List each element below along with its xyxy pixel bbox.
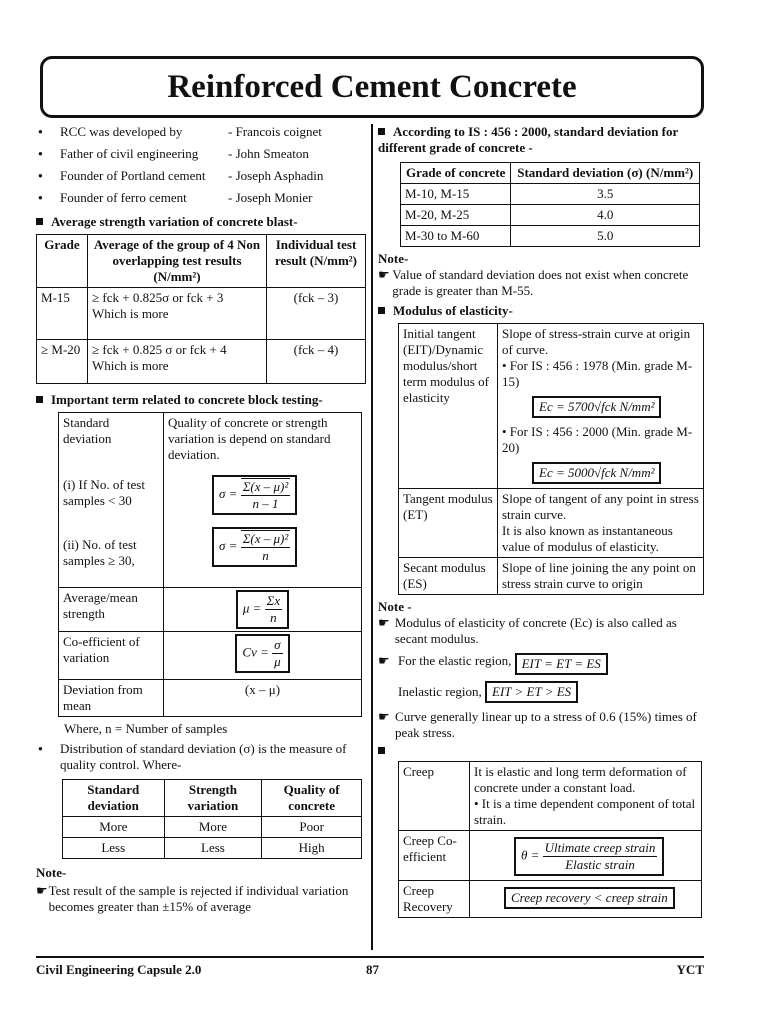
fact-item: ● Founder of ferro cement - Joseph Monier (36, 190, 366, 212)
elastic-formula: EIT = ET = ES (515, 653, 608, 675)
quality-table: Standard deviation Strength variation Quality of concrete More More Poor Less Less High (62, 779, 362, 859)
where-note: Where, n = Number of samples (64, 721, 228, 736)
left-column (36, 124, 366, 915)
note-item: ☛ Test result of the sample is rejected if individual variation becomes greater than ±15% of average (36, 883, 349, 914)
pointing-hand-icon: ☛ (36, 883, 48, 898)
creep-recovery-formula: Creep recovery < creep strain (504, 887, 675, 909)
sd-formula-2: σ = $\frac{\text{Σ(x – μ)²}}{n}$ (212, 527, 297, 567)
inelastic-line: Inelastic region, EIT > ET > ES (398, 681, 706, 703)
fact-item: ● RCC was developed by - Francois coignet (36, 124, 366, 146)
pointing-hand-icon: ☛ (378, 653, 390, 668)
fact-item: ● Father of civil engineering - John Smeaton (36, 146, 366, 168)
page-title: Reinforced Cement Concrete (40, 56, 704, 118)
modulus-heading: Modulus of elasticity- (378, 303, 706, 319)
ec-formula-1: Ec = 5700√fck N/mm² (532, 396, 661, 418)
note-item: ☛ Modulus of elasticity of concrete (Ec) is also called as secant modulus. (378, 615, 677, 646)
pointing-hand-icon: ☛ (378, 709, 390, 724)
cov-formula: Cv = $\frac{\sigma}{\mu}$ (235, 634, 289, 673)
is456-heading: According to IS : 456 : 2000, standard deviation for different grade of concrete - (378, 124, 679, 155)
avg-strength-heading: Average strength variation of concrete blast- (36, 214, 366, 230)
is456-table: Grade of concrete Standard deviation (σ) (N/mm²) M-10, M-15 3.5 M-20, M-25 4.0 M-30 to M-60 5.0 (400, 162, 700, 247)
right-column: According to IS : 456 : 2000, standard deviation for different grade of concrete - Grade of concrete Standard deviation (σ) (N/mm²) M-10, M-15 3.5 M-20, M-25 4.0 M-30 to M-60 5.0 Note- ☛ Value of standard deviation does not exist when concrete grade is greater than M-55. Modulus of elasticity- Initial tangent (EIT)/Dynamic modulus/short term modulus of elasticity Slope of stress-strain curve at origin of curve. • For IS : 456 : 1978 (Min. grade M-15) Ec = 5700√fck N/mm² • For IS : 456 : 2000 (Min. grade M-20) Ec = 5000√fck N/mm² Tangent modulus (ET) Slope of tangent of any point in stress strain curve. It is also known as instantaneous value of modulus of elasticity. Secant modulus (ES) Slope of line joining the any point on stress strain curve to origin Note - ☛ Modulus of elasticity of concrete (Ec) is also called as secant modulus. ☛ For the elastic region, EIT = ET = ES Inelastic region, EIT > ET > ES ☛ Curve generally linear up to a stress of 0.6 (15%) times of peak stress. Creep It is elastic and long term deformation of concrete under a constant load. • It is a time dependent component of total strain. Creep Co-efficient θ = $\frac{\text{Ultimate creep strain}}{\text{Elastic strain}}$ Creep Recovery Creep recovery < creep strain (378, 124, 706, 918)
page-number: 87 (366, 962, 379, 977)
inelastic-formula: EIT > ET > ES (485, 681, 578, 703)
pointing-hand-icon: ☛ (378, 615, 390, 630)
creep-table: Creep It is elastic and long term deformation of concrete under a constant load. • It is a time dependent component of total strain. Creep Co-efficient θ = $\frac{\text{Ultimate creep strain}}{\text{Elastic strain}}$ Creep Recovery Creep recovery < creep strain (398, 761, 702, 918)
note-label: Note- (36, 865, 67, 880)
sd-formula-1: σ = $\frac{\text{Σ(x – μ)²}}{n - 1}$ (212, 475, 297, 515)
ec-formula-2: Ec = 5000√fck N/mm² (532, 462, 661, 484)
pointing-hand-icon: ☛ (378, 267, 390, 282)
block-heading: Important term related to concrete block testing- (36, 392, 366, 408)
distribution-text: ● Distribution of standard deviation (σ) is the measure of quality control. Where- (36, 741, 366, 773)
avg-strength-table: Grade Average of the group of 4 Non overlapping test results (N/mm²) Individual test result (N/mm²) M-15 ≥ fck + 0.825σ or fck + 3 Which is more (fck – 3) ≥ M-20 ≥ fck + 0.825 σ or fck + 4 Which is more (fck – 4) (36, 234, 366, 384)
page-footer (36, 956, 704, 978)
creep-coefficient-formula: θ = $\frac{\text{Ultimate creep strain}}{\text{Elastic strain}}$ (514, 837, 664, 876)
footer-title: Civil Engineering Capsule 2.0 (36, 962, 202, 977)
note-item: ☛ Value of standard deviation does not exist when concrete grade is greater than M-55. (378, 267, 689, 298)
block-testing-table: Standard deviation (i) If No. of test samples < 30 (ii) No. of test samples ≥ 30, Quality of concrete or strength variation is depend on standard deviation. σ = $\frac{\text{Σ(x – μ)²}}{n - 1}$ σ = $\frac{\text{Σ(x – μ)²}}{n}$ Average/mean strength μ = $\frac{\Sigma x}{n}$ Co-efficient of variation Cv = $\frac{\sigma}{\mu}$ Deviation from mean (x – μ) (58, 412, 362, 717)
note-item: ☛ For the elastic region, EIT = ET = ES (378, 653, 706, 675)
bullet-square-icon (378, 747, 385, 754)
fact-item: ● Founder of Portland cement - Joseph Asphadin (36, 168, 366, 190)
mean-formula: μ = $\frac{\Sigma x}{n}$ (236, 590, 289, 629)
publisher: YCT (676, 962, 704, 977)
column-divider (371, 124, 373, 950)
facts-list (36, 124, 366, 212)
note-item: ☛ Curve generally linear up to a stress of 0.6 (15%) times of peak stress. (378, 709, 697, 740)
modulus-table: Initial tangent (EIT)/Dynamic modulus/short term modulus of elasticity Slope of stress-strain curve at origin of curve. • For IS : 456 : 1978 (Min. grade M-15) Ec = 5700√fck N/mm² • For IS : 456 : 2000 (Min. grade M-20) Ec = 5000√fck N/mm² Tangent modulus (ET) Slope of tangent of any point in stress strain curve. It is also known as instantaneous value of modulus of elasticity. Secant modulus (ES) Slope of line joining the any point on stress strain curve to origin (398, 323, 704, 595)
